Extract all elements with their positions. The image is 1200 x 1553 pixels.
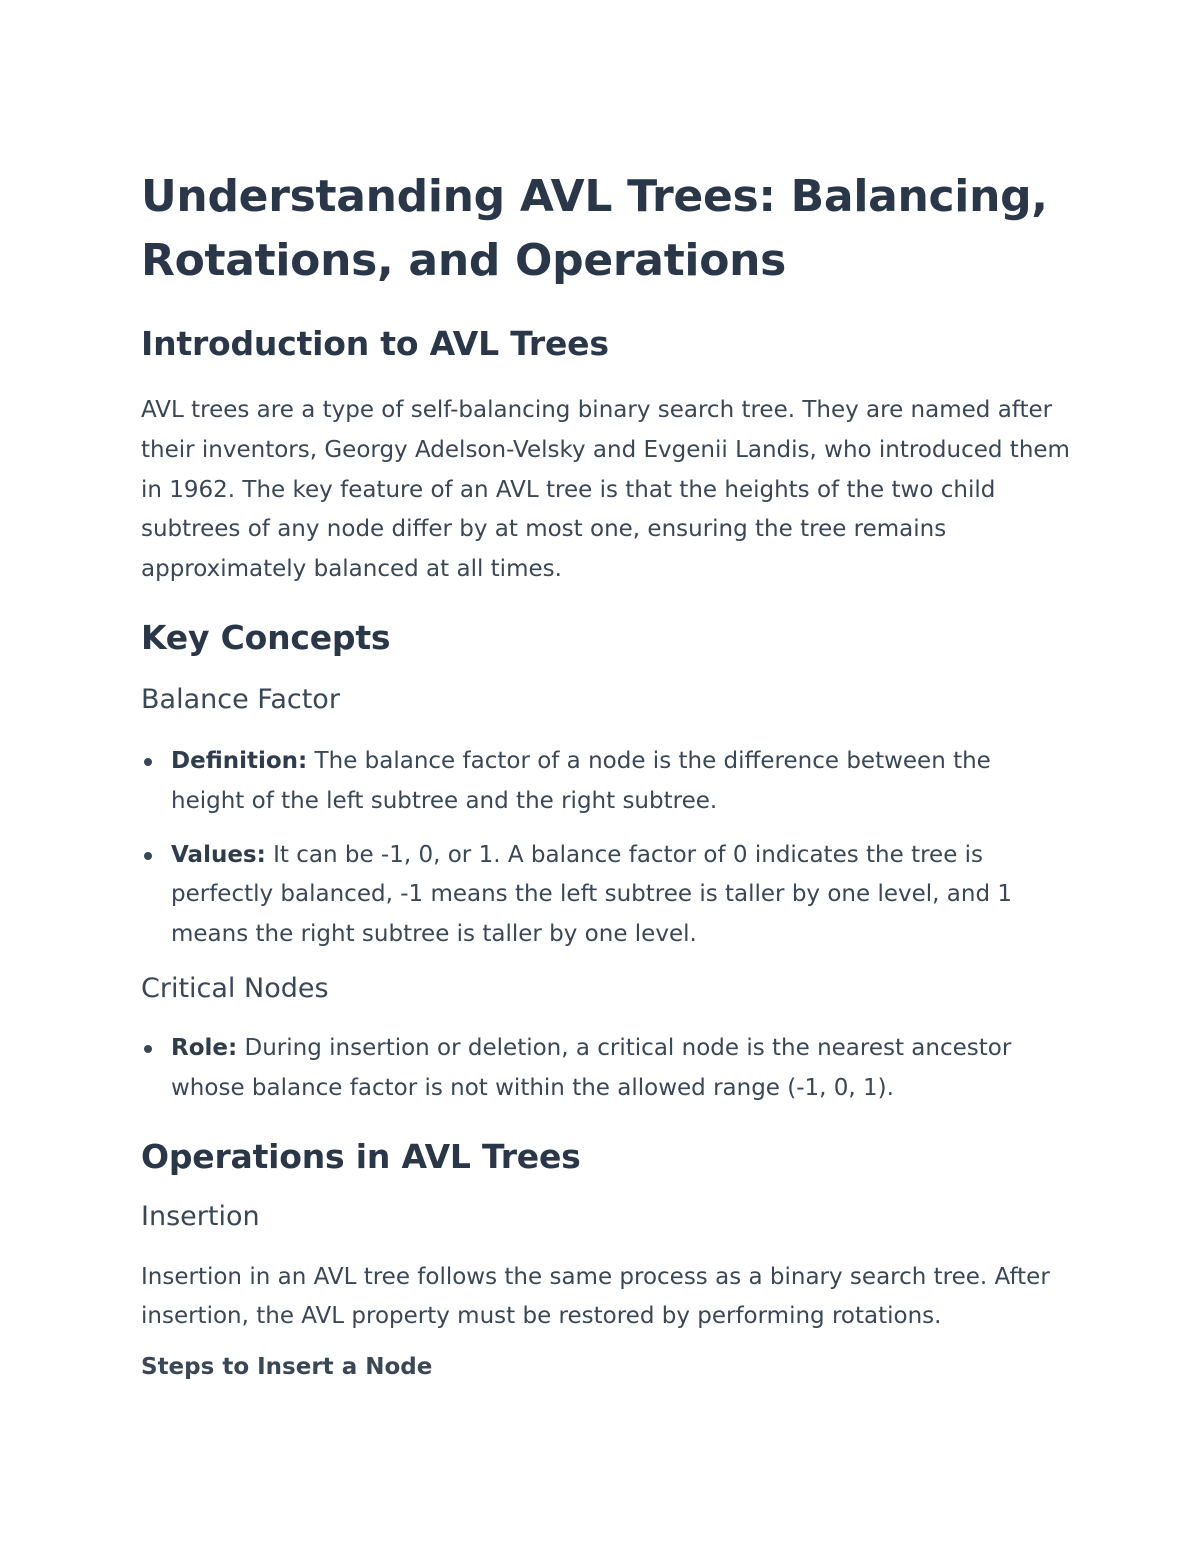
critical-nodes-list bbox=[141, 1029, 1071, 1109]
balance-factor-list bbox=[141, 742, 1071, 955]
document-page bbox=[141, 165, 1071, 1383]
list-item-text: During insertion or deletion, a critical node is the nearest ancestor whose balance factor is not within the allowed range (-1, 0, 1). bbox=[171, 1034, 1012, 1101]
section-heading-key-concepts: Key Concepts bbox=[141, 617, 391, 657]
list-item-term: Definition: bbox=[171, 747, 308, 774]
section-heading-operations: Operations in AVL Trees bbox=[141, 1136, 581, 1176]
subheading-insertion: Insertion bbox=[141, 1200, 260, 1232]
list-item-term: Role: bbox=[171, 1034, 238, 1061]
page-title: Understanding AVL Trees: Balancing, Rotations, and Operations bbox=[141, 171, 1048, 286]
list-item-text: It can be -1, 0, or 1. A balance factor of 0 indicates the tree is perfectly balanced, -1 means the left subtree is taller by one level, and 1 means the right subtree is taller by one level. bbox=[171, 841, 1012, 948]
bullet-icon bbox=[144, 1045, 152, 1053]
list-item-term: Values: bbox=[171, 841, 266, 868]
subheading-critical-nodes: Critical Nodes bbox=[141, 972, 329, 1004]
section-heading-introduction: Introduction to AVL Trees bbox=[141, 324, 609, 363]
list-item-text: The balance factor of a node is the difference between the height of the left subtree and the right subtree. bbox=[171, 747, 991, 814]
bullet-icon bbox=[144, 758, 152, 766]
insertion-paragraph: Insertion in an AVL tree follows the same process as a binary search tree. After insertion, the AVL property must be restored by performing rotations. bbox=[141, 1263, 1050, 1330]
list-item bbox=[141, 742, 1071, 822]
subheading-steps-to-insert: Steps to Insert a Node bbox=[141, 1354, 433, 1381]
list-item bbox=[141, 1029, 1071, 1109]
subheading-balance-factor: Balance Factor bbox=[141, 683, 340, 715]
introduction-paragraph: AVL trees are a type of self-balancing binary search tree. They are named after their inventors, Georgy Adelson-Velsky and Evgenii Landis, who introduced them in 1962. The key feature of an AVL tree is that the heights of the two child subtrees of any node differ by at most one, ensuring the tree remains approximately balanced at all times. bbox=[141, 397, 1070, 583]
bullet-icon bbox=[144, 852, 152, 860]
list-item bbox=[141, 836, 1071, 955]
